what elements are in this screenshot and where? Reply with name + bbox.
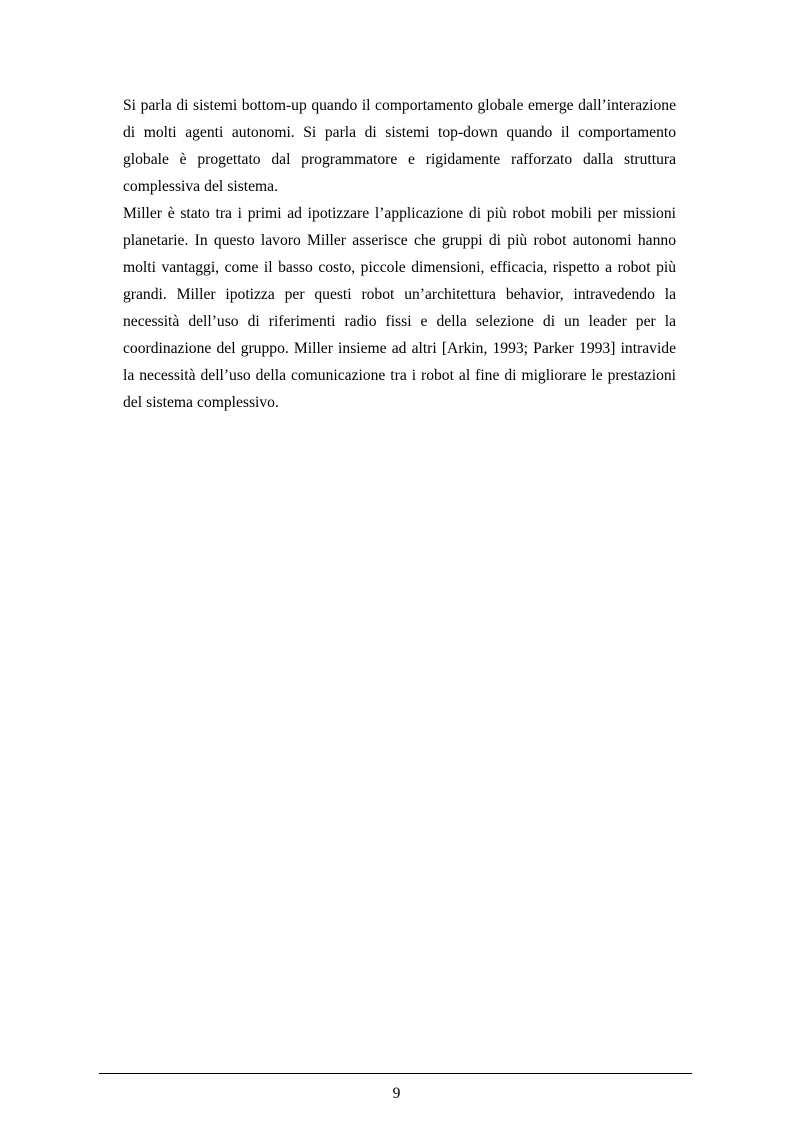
- paragraph-bottom-up-top-down: Si parla di sistemi bottom-up quando il comportamento globale emerge dall’interazione di molti agenti autonomi. Si parla di sistemi top-down quando il comportamento globale è progettato dal programmatore e rigidamente rafforzato dalla struttura complessiva del sistema.: [123, 97, 676, 195]
- paragraph-miller: Miller è stato tra i primi ad ipotizzare l’applicazione di più robot mobili per missioni planetarie. In questo lavoro Miller asserisce che gruppi di più robot autonomi hanno molti vantaggi, come il basso costo, piccole dimensioni, efficacia, rispetto a robot più grandi. Miller ipotizza per questi robot un’architettura behavior, intravedendo la necessità dell’uso di riferimenti radio fissi e della selezione di un leader per la coordinazione del gruppo. Miller insieme ad altri [Arkin, 1993; Parker 1993] intravide la necessità dell’uso della comunicazione tra i robot al fine di migliorare le prestazioni del sistema complessivo.: [123, 205, 676, 411]
- footer-divider: [99, 1073, 692, 1074]
- document-body: [123, 92, 676, 416]
- page-number: 9: [392, 1085, 401, 1102]
